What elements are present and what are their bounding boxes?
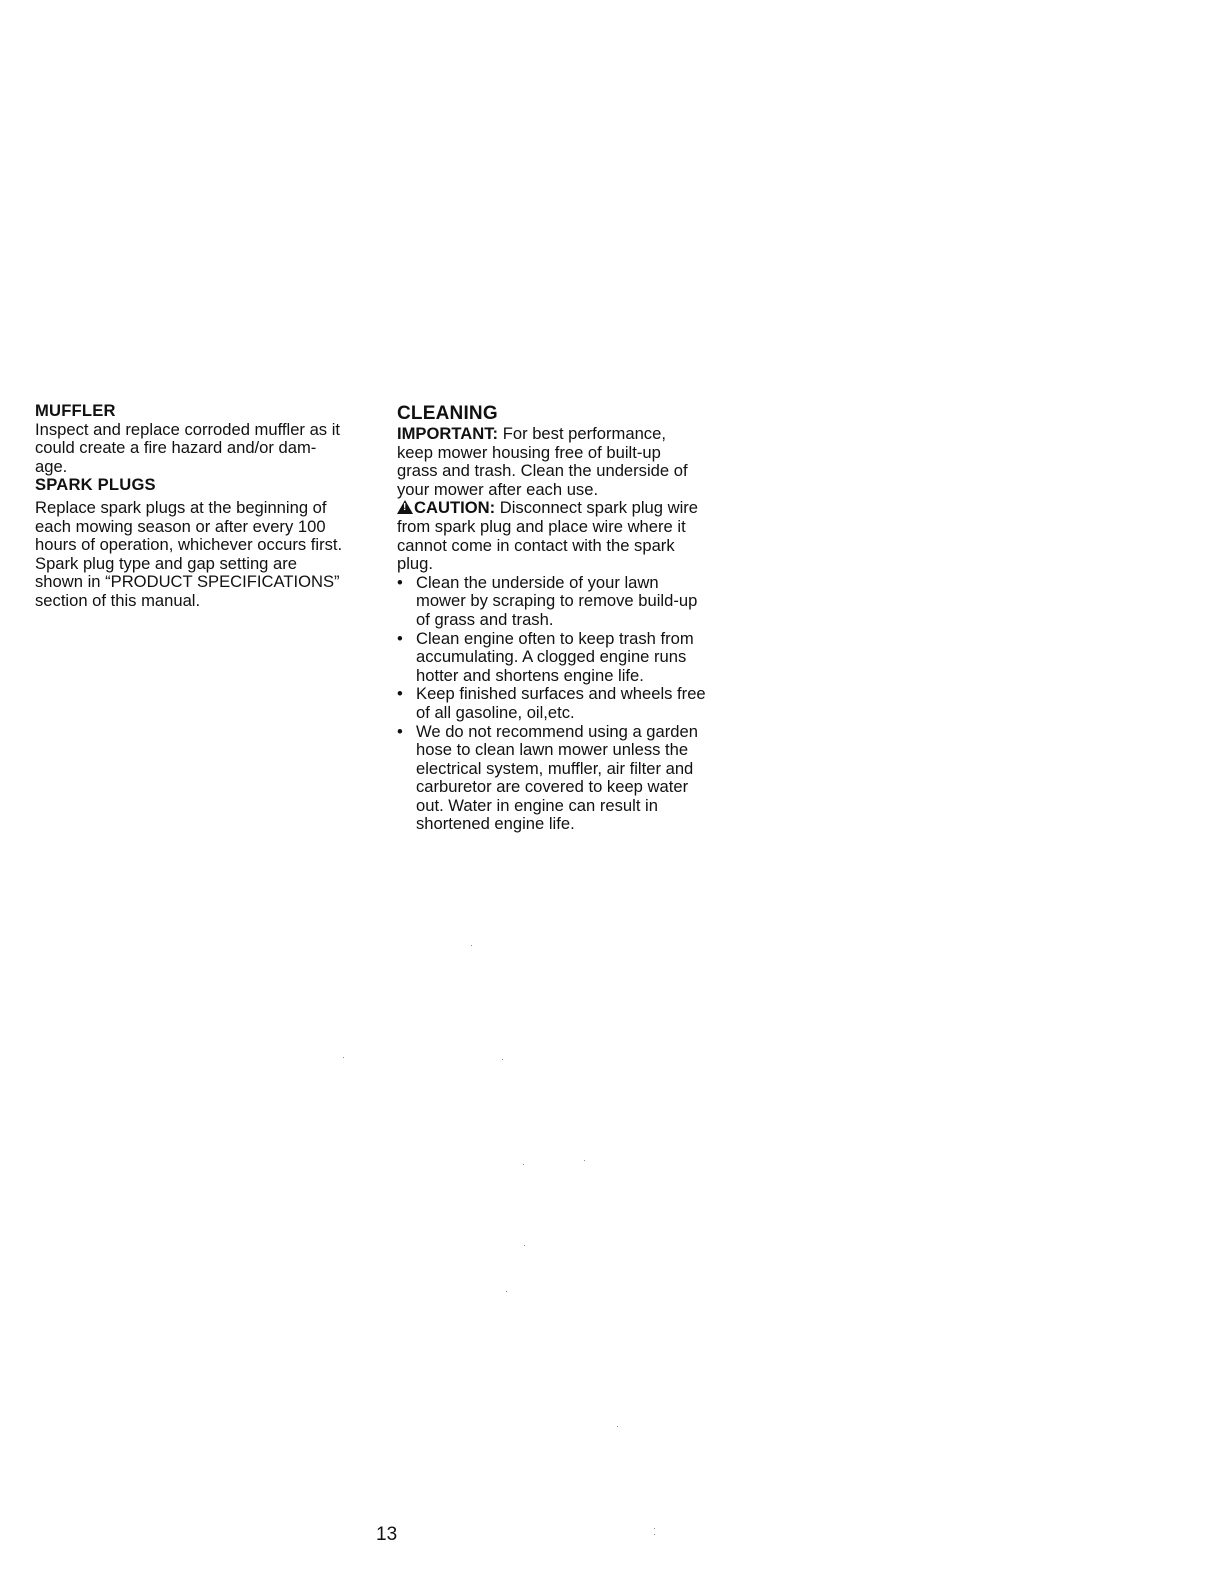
scan-speck [502,1059,503,1060]
caution-note [397,499,742,573]
scan-speck [506,1291,507,1292]
spark-plugs-body: Replace spark plugs at the beginning of each mowing season or after every 100 hours of operation, whichever occurs first. Spark plug type and gap setting are shown in “PRODUCT SPECIFICATIONS” section of this manual. [35,497,343,610]
cleaning-heading: CLEANING [397,403,498,424]
caution-text: Disconnect spark plug wire from spark plug and place wire where it cannot come in contact with the spark plug. [397,498,699,574]
scan-speck [471,945,472,946]
scan-speck [524,1245,525,1246]
bullet-icon: • [397,572,403,592]
list-item [397,723,742,835]
list-item [397,685,742,722]
scan-speck [584,1160,585,1161]
left-column [35,402,380,611]
right-column [397,403,742,834]
bullet-icon: • [397,628,403,648]
scan-speck [654,1534,655,1535]
important-text: For best performance, keep mower housing free of built-up grass and trash. Clean the underside of your mower after each use. [397,424,688,499]
bullet-text: We do not recommend using a garden hose to clean lawn mower unless the electrical system, muffler, air filter and carburetor are covered to keep water out. Water in engine can result in shortened engine life. [416,721,698,834]
bullet-text: Keep finished surfaces and wheels free of all gasoline, oil,etc. [416,684,706,722]
important-note [397,425,742,499]
scan-speck [617,1426,618,1427]
bullet-text: Clean the underside of your lawn mower by scraping to remove build-up of grass and trash. [416,572,698,629]
spark-plugs-heading: SPARK PLUGS [35,475,156,495]
list-item [397,630,742,686]
warning-triangle-icon [397,500,413,514]
caution-label: CAUTION: [414,498,496,518]
page-number: 13 [376,1524,398,1545]
list-item [397,574,742,630]
muffler-body: Inspect and replace corroded muffler as it could create a fire hazard and/or dam- age. [35,419,340,476]
bullet-icon: • [397,721,403,741]
cleaning-bullet-list [397,574,742,834]
muffler-heading: MUFFLER [35,401,116,420]
scan-speck [343,1057,344,1058]
bullet-text: Clean engine often to keep trash from accumulating. A clogged engine runs hotter and shortens engine life. [416,628,694,685]
scan-speck [654,1528,655,1529]
scan-speck [523,1164,524,1165]
important-label: IMPORTANT: [397,424,499,443]
bullet-icon: • [397,684,403,704]
